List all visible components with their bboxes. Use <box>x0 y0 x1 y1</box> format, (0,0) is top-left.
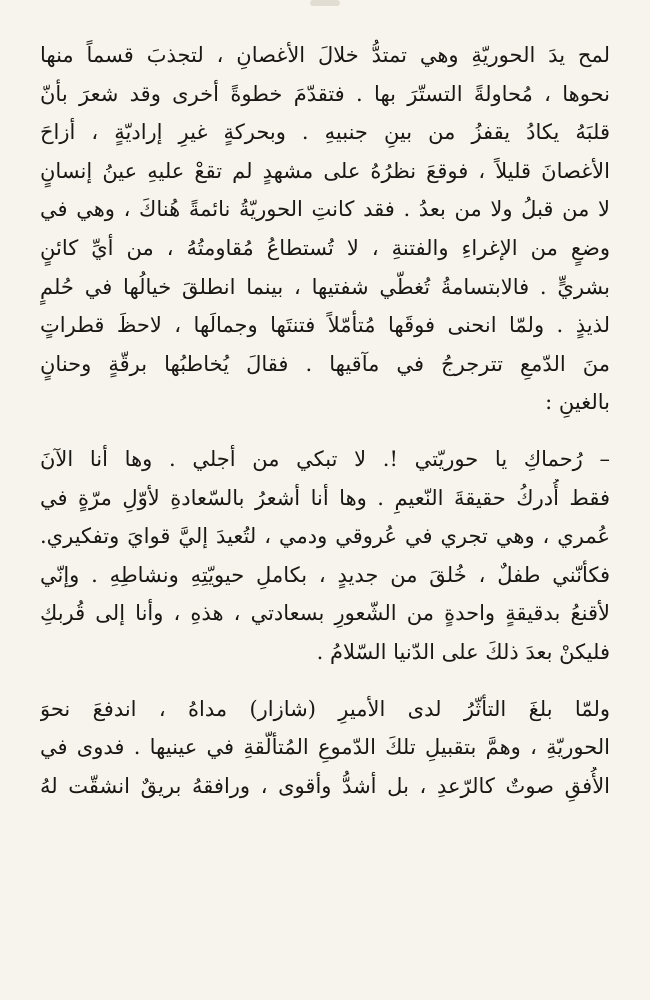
text-line: فقط أُدركُ حقيقةَ النّعيمِ . وها أنا أشعرُ بالسّعادةِ لأوّلِ مرّةٍ في <box>40 485 610 510</box>
text-line: بالغينِ : <box>545 390 610 415</box>
text-line: قلبَهُ يكادُ يقفزُ من بينِ جنبيهِ . وبحركةٍ غيرِ إراديّةٍ ، أزاحَ <box>40 120 610 145</box>
text-line: فكأنّني طفلٌ ، خُلقَ من جديدٍ ، بكاملِ حيويّتِهِ ونشاطِهِ . وإنّي <box>40 562 610 587</box>
paragraph-dialogue <box>40 440 610 672</box>
text-line: نحوها ، مُحاولةً التستّرَ بها . فتقدّمَ خطوةً أخرى وقد شعرَ بأنّ <box>40 81 610 106</box>
text-line: لأقنعُ بدقيقةٍ واحدةٍ من الشّعورِ بسعادتي ، هذهِ ، وأنا إلى قُربكِ <box>40 601 610 626</box>
text-line: عُمري ، وهي تجري في عُروقي ودمي ، لتُعيدَ إليَّ قوايَ وتفكيري. <box>40 524 610 549</box>
text-line: الأُفقِ صوتٌ كالرّعدِ ، بل أشدُّ وأقوى ، ورافقهُ بريقٌ انشقّت لهُ <box>40 773 610 798</box>
text-line: منَ الدّمعِ تترجرجُ في مآقيها . فقالَ يُخاطبُها برقّةٍ وحنانٍ <box>40 351 610 376</box>
text-line: – رُحماكِ يا حوريّتي !. لا تبكي من أجلي . وها أنا الآنَ <box>40 446 610 471</box>
text-line: الأغصانَ قليلاً ، فوقعَ نظرُهُ على مشهدٍ لم تقعْ عليهِ عينُ إنسانٍ <box>40 158 610 183</box>
text-line: بشريٍّ . فالابتسامةُ تُغطّي شفتيها ، بينما انطلقَ خيالُها في حُلمٍ <box>40 274 610 299</box>
text-line: لا من قبلُ ولا من بعدُ . فقد كانتِ الحوريّةُ نائمةً هُناكَ ، وهي في <box>40 197 610 222</box>
text-line: لذيذٍ . ولمّا انحنى فوقَها مُتأمّلاً فتنتَها وجمالَها ، لاحظَ قطراتٍ <box>40 313 610 338</box>
text-line: لمح يدَ الحوريّةِ وهي تمتدُّ خلالَ الأغصانِ ، لتجذبَ قسماً منها <box>40 43 610 67</box>
text-line: وضعٍ من الإغراءِ والفتنةِ ، لا تُستطاعُ مُقاومتُهُ ، من أيِّ كائنٍ <box>40 235 610 260</box>
text-line: ولمّا بلغَ التأثّرُ لدى الأميرِ (شازار) مداهُ ، اندفعَ نحوَ <box>40 696 610 721</box>
paragraph-narrative-2 <box>40 690 610 806</box>
text-line: فليكنْ بعدَ ذلكَ على الدّنيا السّلامُ . <box>316 639 610 664</box>
text-line: الحوريّةِ ، وهمَّ بتقبيلِ تلكَ الدّموعِ المُتألّقةِ في عينيها . فدوى في <box>40 735 610 760</box>
paragraph-narrative-1 <box>40 36 610 422</box>
